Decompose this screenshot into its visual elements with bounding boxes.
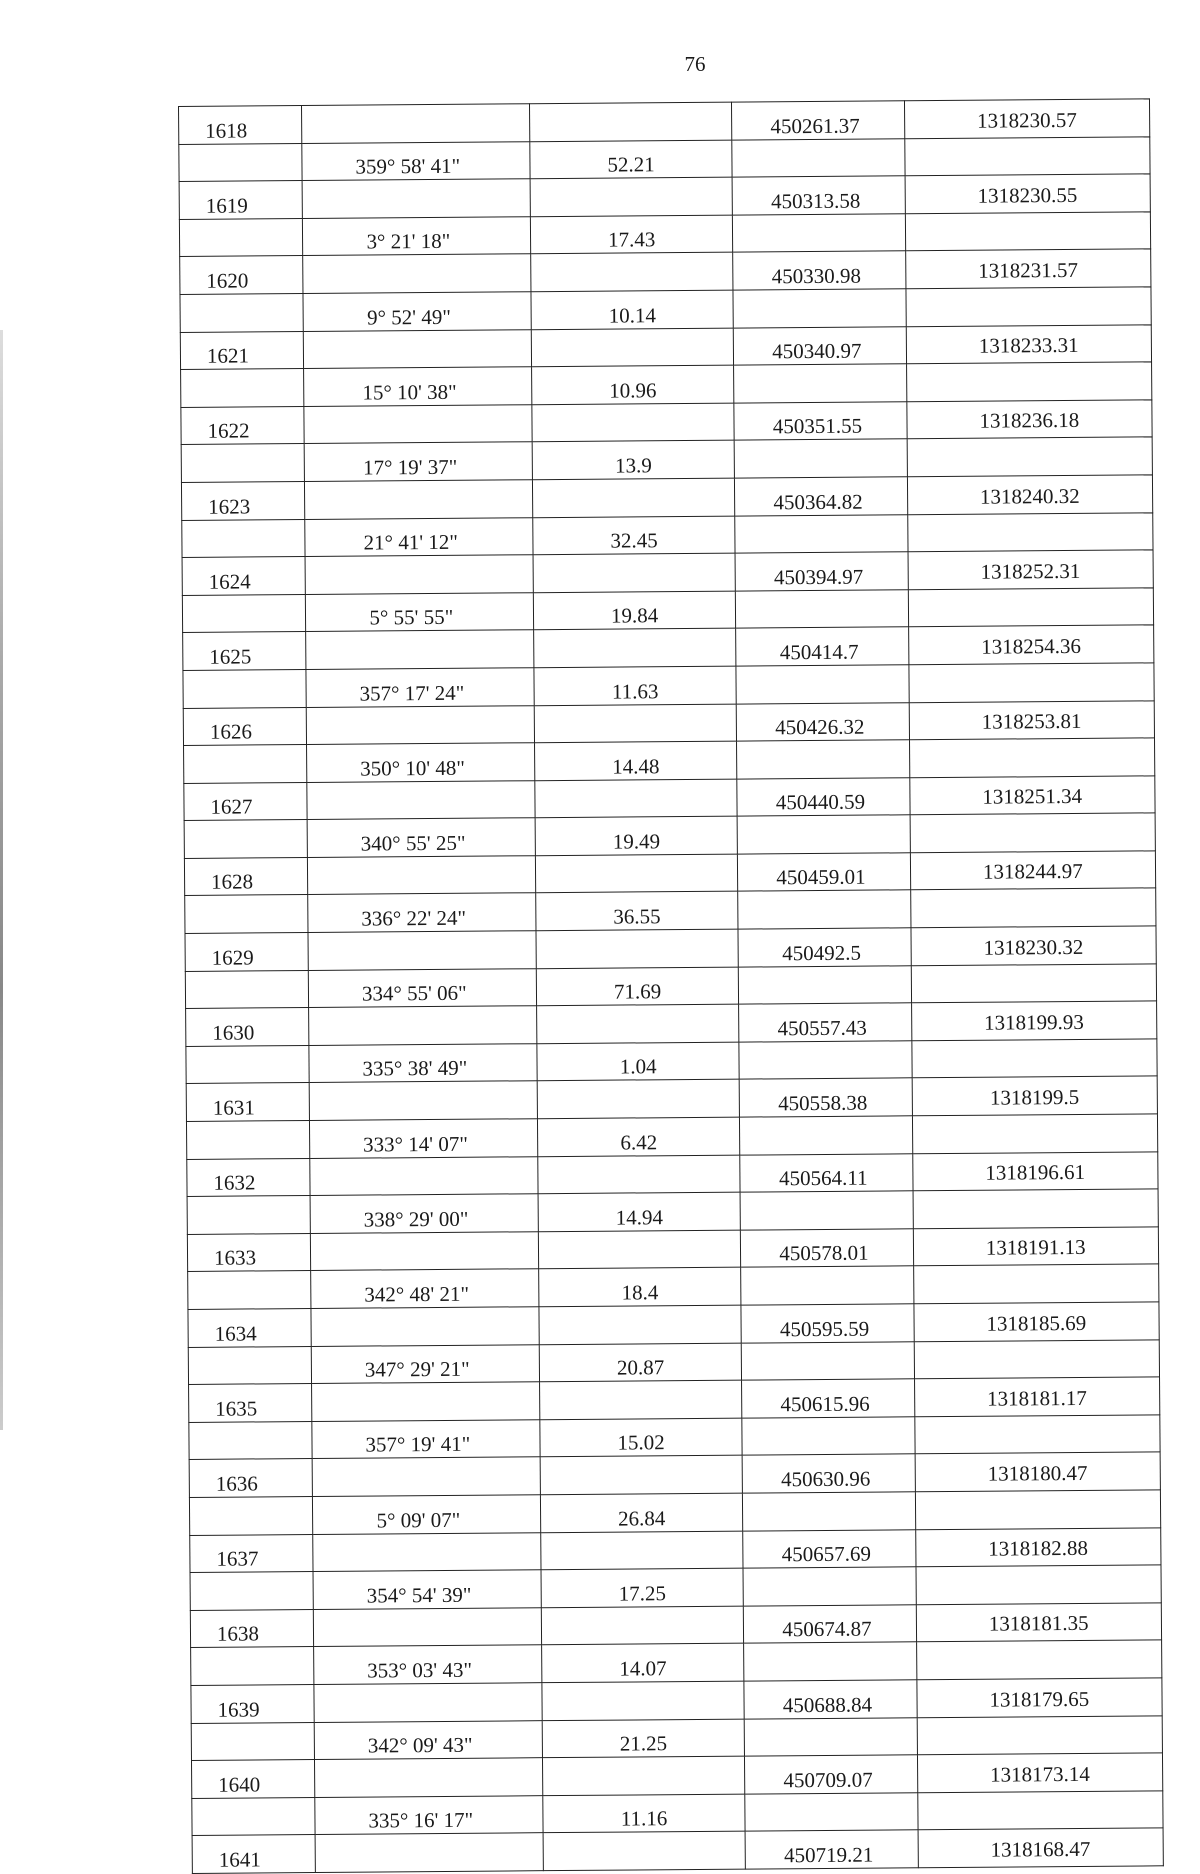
bearing-cell: 5° 09' 07" bbox=[312, 1495, 540, 1534]
bearing-cell bbox=[307, 780, 535, 819]
northing-cell: 450426.32 bbox=[737, 702, 910, 741]
easting-cell bbox=[910, 888, 1156, 928]
easting-cell: 1318182.88 bbox=[915, 1527, 1161, 1567]
northing-cell: 450719.21 bbox=[745, 1830, 918, 1869]
northing-cell bbox=[737, 740, 910, 779]
bearing-cell: 357° 17' 24" bbox=[306, 668, 534, 707]
northing-cell bbox=[739, 1041, 912, 1080]
point-id-cell bbox=[187, 1196, 310, 1235]
distance-cell bbox=[537, 1080, 740, 1119]
point-id-cell bbox=[185, 895, 308, 934]
bearing-cell bbox=[301, 104, 529, 143]
point-id-cell: 1619 bbox=[179, 181, 302, 220]
distance-cell bbox=[537, 1004, 740, 1043]
easting-cell bbox=[913, 1264, 1159, 1304]
easting-cell: 1318168.47 bbox=[918, 1828, 1164, 1868]
easting-cell: 1318191.13 bbox=[913, 1227, 1159, 1267]
distance-cell bbox=[536, 929, 739, 968]
easting-cell: 1318230.57 bbox=[904, 99, 1150, 139]
point-id-cell bbox=[190, 1572, 313, 1611]
bearing-cell: 350° 10' 48" bbox=[306, 743, 534, 782]
easting-cell: 1318254.36 bbox=[908, 625, 1154, 665]
easting-cell: 1318244.97 bbox=[910, 851, 1156, 891]
point-id-cell bbox=[185, 970, 308, 1009]
easting-cell: 1318179.65 bbox=[916, 1678, 1162, 1718]
northing-cell: 450492.5 bbox=[738, 928, 911, 967]
northing-cell: 450364.82 bbox=[735, 477, 908, 516]
bearing-cell: 335° 38' 49" bbox=[309, 1044, 537, 1083]
bearing-cell bbox=[312, 1457, 540, 1496]
point-id-cell: 1626 bbox=[183, 707, 306, 746]
easting-cell: 1318199.93 bbox=[911, 1001, 1157, 1041]
point-id-cell: 1641 bbox=[192, 1835, 315, 1874]
bearing-cell bbox=[307, 856, 535, 895]
distance-cell bbox=[529, 102, 732, 141]
distance-cell bbox=[538, 1155, 741, 1194]
point-id-cell bbox=[189, 1496, 312, 1535]
easting-cell bbox=[914, 1415, 1160, 1455]
easting-cell bbox=[908, 663, 1154, 703]
bearing-cell: 333° 14' 07" bbox=[309, 1119, 537, 1158]
easting-cell bbox=[916, 1640, 1162, 1680]
bearing-cell bbox=[311, 1382, 539, 1421]
northing-cell bbox=[734, 364, 907, 403]
bearing-cell: 342° 09' 43" bbox=[314, 1720, 542, 1759]
easting-cell: 1318196.61 bbox=[912, 1151, 1158, 1191]
northing-cell: 450615.96 bbox=[742, 1379, 915, 1418]
easting-cell: 1318181.35 bbox=[916, 1603, 1162, 1643]
bearing-cell: 357° 19' 41" bbox=[312, 1419, 540, 1458]
northing-cell bbox=[740, 1116, 913, 1155]
northing-cell bbox=[745, 1792, 918, 1831]
bearing-cell bbox=[304, 480, 532, 519]
distance-cell: 19.84 bbox=[533, 591, 736, 630]
northing-cell bbox=[744, 1717, 917, 1756]
survey-coordinates-table bbox=[178, 98, 1164, 1873]
distance-cell: 13.9 bbox=[532, 440, 735, 479]
northing-cell: 450414.7 bbox=[736, 627, 909, 666]
point-id-cell bbox=[186, 1045, 309, 1084]
bearing-cell: 334° 55' 06" bbox=[308, 968, 536, 1007]
scan-edge-shadow bbox=[0, 330, 3, 1430]
northing-cell bbox=[743, 1492, 916, 1531]
distance-cell: 36.55 bbox=[536, 892, 739, 931]
distance-cell bbox=[532, 478, 735, 517]
point-id-cell bbox=[180, 293, 303, 332]
easting-cell: 1318181.17 bbox=[914, 1377, 1160, 1417]
distance-cell: 6.42 bbox=[537, 1117, 740, 1156]
northing-cell bbox=[742, 1417, 915, 1456]
bearing-cell bbox=[302, 179, 530, 218]
northing-cell bbox=[739, 965, 912, 1004]
easting-cell bbox=[906, 362, 1152, 402]
northing-cell bbox=[737, 815, 910, 854]
northing-cell: 450351.55 bbox=[734, 402, 907, 441]
bearing-cell bbox=[312, 1532, 540, 1571]
distance-cell bbox=[541, 1531, 744, 1570]
point-id-cell bbox=[184, 820, 307, 859]
northing-cell: 450578.01 bbox=[741, 1229, 914, 1268]
page-number: 76 bbox=[684, 52, 706, 76]
bearing-cell: 9° 52' 49" bbox=[303, 292, 531, 331]
point-id-cell: 1631 bbox=[186, 1083, 309, 1122]
bearing-cell: 17° 19' 37" bbox=[304, 442, 532, 481]
distance-cell: 10.96 bbox=[531, 365, 734, 404]
distance-cell bbox=[542, 1681, 745, 1720]
bearing-cell bbox=[304, 404, 532, 443]
bearing-cell bbox=[311, 1307, 539, 1346]
point-id-cell bbox=[189, 1421, 312, 1460]
distance-cell bbox=[534, 628, 737, 667]
distance-cell: 17.43 bbox=[530, 215, 733, 254]
point-id-cell bbox=[181, 369, 304, 408]
easting-cell: 1318253.81 bbox=[909, 700, 1155, 740]
easting-cell bbox=[915, 1490, 1161, 1530]
point-id-cell: 1625 bbox=[183, 632, 306, 671]
northing-cell bbox=[744, 1642, 917, 1681]
point-id-cell: 1627 bbox=[184, 782, 307, 821]
distance-cell bbox=[539, 1380, 742, 1419]
distance-cell: 14.94 bbox=[538, 1192, 741, 1231]
distance-cell bbox=[540, 1455, 743, 1494]
bearing-cell bbox=[302, 254, 530, 293]
bearing-cell: 342° 48' 21" bbox=[310, 1269, 538, 1308]
point-id-cell bbox=[188, 1346, 311, 1385]
bearing-cell bbox=[303, 329, 531, 368]
point-id-cell: 1629 bbox=[185, 933, 308, 972]
distance-cell bbox=[543, 1831, 746, 1870]
bearing-cell: 15° 10' 38" bbox=[303, 367, 531, 406]
distance-cell: 15.02 bbox=[540, 1418, 743, 1457]
northing-cell bbox=[736, 590, 909, 629]
northing-cell: 450330.98 bbox=[733, 251, 906, 290]
point-id-cell: 1620 bbox=[180, 256, 303, 295]
point-id-cell: 1634 bbox=[188, 1308, 311, 1347]
distance-cell: 11.63 bbox=[534, 666, 737, 705]
distance-cell: 21.25 bbox=[542, 1719, 745, 1758]
point-id-cell bbox=[179, 143, 302, 182]
northing-cell bbox=[734, 439, 907, 478]
easting-cell bbox=[908, 588, 1154, 628]
distance-cell: 71.69 bbox=[536, 967, 739, 1006]
point-id-cell bbox=[181, 444, 304, 483]
distance-cell bbox=[534, 704, 737, 743]
distance-cell bbox=[531, 253, 734, 292]
distance-cell bbox=[535, 779, 738, 818]
point-id-cell: 1639 bbox=[191, 1684, 314, 1723]
bearing-cell: 353° 03' 43" bbox=[313, 1645, 541, 1684]
bearing-cell bbox=[315, 1833, 543, 1872]
northing-cell bbox=[740, 1191, 913, 1230]
distance-cell bbox=[532, 403, 735, 442]
northing-cell bbox=[733, 214, 906, 253]
easting-cell bbox=[916, 1565, 1162, 1605]
point-id-cell bbox=[182, 594, 305, 633]
easting-cell bbox=[911, 1039, 1157, 1079]
easting-cell: 1318180.47 bbox=[915, 1452, 1161, 1492]
point-id-cell bbox=[184, 745, 307, 784]
easting-cell bbox=[909, 738, 1155, 778]
northing-cell: 450688.84 bbox=[744, 1680, 917, 1719]
northing-cell bbox=[733, 289, 906, 328]
point-id-cell: 1638 bbox=[190, 1609, 313, 1648]
northing-cell bbox=[738, 890, 911, 929]
point-id-cell: 1640 bbox=[191, 1760, 314, 1799]
northing-cell: 450564.11 bbox=[740, 1153, 913, 1192]
bearing-cell bbox=[305, 630, 533, 669]
northing-cell: 450657.69 bbox=[743, 1529, 916, 1568]
distance-cell bbox=[542, 1756, 745, 1795]
distance-cell bbox=[538, 1230, 741, 1269]
distance-cell: 1.04 bbox=[537, 1042, 740, 1081]
easting-cell: 1318230.32 bbox=[911, 926, 1157, 966]
bearing-cell bbox=[305, 555, 533, 594]
northing-cell: 450557.43 bbox=[739, 1003, 912, 1042]
northing-cell: 450313.58 bbox=[732, 176, 905, 215]
northing-cell bbox=[742, 1341, 915, 1380]
point-id-cell bbox=[183, 669, 306, 708]
northing-cell bbox=[743, 1567, 916, 1606]
distance-cell: 26.84 bbox=[540, 1493, 743, 1532]
bearing-cell: 347° 29' 21" bbox=[311, 1344, 539, 1383]
distance-cell: 32.45 bbox=[533, 516, 736, 555]
point-id-cell: 1618 bbox=[179, 106, 302, 145]
bearing-cell bbox=[306, 705, 534, 744]
northing-cell: 450261.37 bbox=[732, 101, 905, 140]
distance-cell: 52.21 bbox=[530, 140, 733, 179]
distance-cell bbox=[531, 328, 734, 367]
easting-cell: 1318240.32 bbox=[907, 475, 1153, 515]
easting-cell bbox=[905, 212, 1151, 252]
point-id-cell: 1632 bbox=[187, 1158, 310, 1197]
northing-cell: 450394.97 bbox=[735, 552, 908, 591]
easting-cell: 1318199.5 bbox=[912, 1076, 1158, 1116]
northing-cell: 450674.87 bbox=[744, 1605, 917, 1644]
easting-cell: 1318236.18 bbox=[906, 400, 1152, 440]
bearing-cell bbox=[309, 1081, 537, 1120]
point-id-cell bbox=[191, 1722, 314, 1761]
point-id-cell bbox=[182, 519, 305, 558]
easting-cell: 1318185.69 bbox=[913, 1302, 1159, 1342]
point-id-cell: 1624 bbox=[182, 557, 305, 596]
distance-cell: 14.07 bbox=[542, 1643, 745, 1682]
easting-cell bbox=[913, 1189, 1159, 1229]
distance-cell: 14.48 bbox=[534, 741, 737, 780]
easting-cell: 1318173.14 bbox=[917, 1753, 1163, 1793]
easting-cell bbox=[907, 437, 1153, 477]
northing-cell bbox=[735, 514, 908, 553]
bearing-cell: 21° 41' 12" bbox=[304, 517, 532, 556]
northing-cell: 450558.38 bbox=[739, 1078, 912, 1117]
table-body bbox=[179, 99, 1164, 1873]
easting-cell bbox=[917, 1791, 1163, 1831]
point-id-cell: 1621 bbox=[180, 331, 303, 370]
bearing-cell: 5° 55' 55" bbox=[305, 592, 533, 631]
distance-cell bbox=[530, 177, 733, 216]
northing-cell: 450459.01 bbox=[738, 853, 911, 892]
point-id-cell: 1622 bbox=[181, 406, 304, 445]
distance-cell: 11.16 bbox=[543, 1794, 746, 1833]
bearing-cell bbox=[310, 1232, 538, 1271]
point-id-cell bbox=[192, 1797, 315, 1836]
point-id-cell bbox=[188, 1271, 311, 1310]
bearing-cell bbox=[308, 931, 536, 970]
point-id-cell: 1630 bbox=[186, 1008, 309, 1047]
bearing-cell bbox=[309, 1156, 537, 1195]
northing-cell: 450630.96 bbox=[742, 1454, 915, 1493]
northing-cell bbox=[736, 665, 909, 704]
easting-cell bbox=[904, 136, 1150, 176]
bearing-cell: 336° 22' 24" bbox=[307, 893, 535, 932]
easting-cell: 1318252.31 bbox=[908, 550, 1154, 590]
point-id-cell: 1637 bbox=[190, 1534, 313, 1573]
bearing-cell: 354° 54' 39" bbox=[313, 1570, 541, 1609]
northing-cell: 450440.59 bbox=[737, 777, 910, 816]
easting-cell: 1318233.31 bbox=[906, 324, 1152, 364]
northing-cell: 450595.59 bbox=[741, 1304, 914, 1343]
point-id-cell: 1635 bbox=[189, 1384, 312, 1423]
northing-cell: 450709.07 bbox=[745, 1755, 918, 1794]
distance-cell: 17.25 bbox=[541, 1568, 744, 1607]
distance-cell bbox=[541, 1606, 744, 1645]
point-id-cell bbox=[186, 1121, 309, 1160]
point-id-cell: 1636 bbox=[189, 1459, 312, 1498]
point-id-cell bbox=[191, 1647, 314, 1686]
bearing-cell bbox=[314, 1758, 542, 1797]
point-row bbox=[192, 1828, 1163, 1873]
easting-cell: 1318230.55 bbox=[905, 174, 1151, 214]
easting-cell bbox=[907, 512, 1153, 552]
bearing-cell bbox=[313, 1607, 541, 1646]
easting-cell bbox=[914, 1339, 1160, 1379]
bearing-cell: 338° 29' 00" bbox=[310, 1194, 538, 1233]
bearing-cell: 340° 55' 25" bbox=[307, 818, 535, 857]
easting-cell bbox=[917, 1715, 1163, 1755]
bearing-cell bbox=[314, 1683, 542, 1722]
easting-cell bbox=[905, 287, 1151, 327]
easting-cell: 1318251.34 bbox=[909, 776, 1155, 816]
distance-cell: 18.4 bbox=[539, 1268, 742, 1307]
distance-cell bbox=[539, 1305, 742, 1344]
distance-cell: 19.49 bbox=[535, 816, 738, 855]
easting-cell bbox=[912, 1114, 1158, 1154]
point-id-cell bbox=[179, 218, 302, 257]
distance-cell: 20.87 bbox=[539, 1343, 742, 1382]
point-id-cell: 1623 bbox=[181, 481, 304, 520]
northing-cell bbox=[732, 138, 905, 177]
bearing-cell bbox=[308, 1006, 536, 1045]
easting-cell: 1318231.57 bbox=[905, 249, 1151, 289]
bearing-cell: 335° 16' 17" bbox=[315, 1795, 543, 1834]
distance-cell bbox=[533, 553, 736, 592]
northing-cell bbox=[741, 1266, 914, 1305]
bearing-cell: 359° 58' 41" bbox=[302, 141, 530, 180]
bearing-cell: 3° 21' 18" bbox=[302, 217, 530, 256]
northing-cell: 450340.97 bbox=[734, 326, 907, 365]
point-id-cell: 1633 bbox=[187, 1233, 310, 1272]
distance-cell: 10.14 bbox=[531, 290, 734, 329]
distance-cell bbox=[535, 854, 738, 893]
point-id-cell: 1628 bbox=[184, 857, 307, 896]
easting-cell bbox=[910, 813, 1156, 853]
easting-cell bbox=[911, 963, 1157, 1003]
